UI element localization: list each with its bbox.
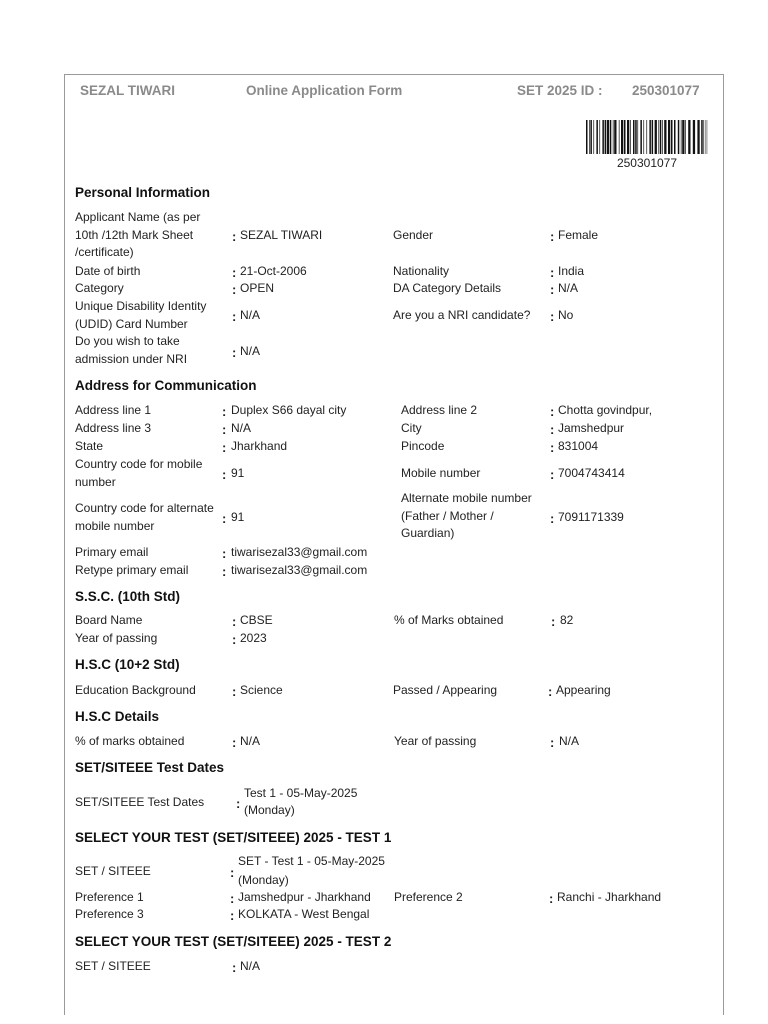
section-address-heading: Address for Communication [75, 378, 257, 393]
colon: : [232, 309, 237, 324]
nri-candidate-label: Are you a NRI candidate? [393, 308, 531, 322]
colon: : [550, 511, 555, 526]
nationality-value: India [558, 264, 585, 278]
mobile-number-label: Mobile number [401, 466, 481, 480]
colon: : [550, 282, 555, 297]
alt-country-code-value: 91 [231, 510, 245, 524]
colon: : [222, 546, 227, 561]
alt-country-code-label: Country code for alternate mobile number [75, 501, 214, 533]
colon: : [232, 229, 237, 244]
section-hsc-details-heading: H.S.C Details [75, 709, 160, 724]
applicant-name-value: SEZAL TIWARI [240, 228, 323, 242]
hsc-year-value: N/A [559, 734, 580, 748]
da-category-label: DA Category Details [393, 281, 502, 295]
applicant-name-label: Applicant Name (as per 10th /12th Mark Sheet /certificate) [75, 210, 201, 259]
section-test1-heading: SELECT YOUR TEST (SET/SITEEE) 2025 - TEST 1 [75, 830, 392, 845]
city-label: City [401, 421, 422, 435]
nri-candidate-value: No [558, 308, 574, 322]
education-background-value: Science [240, 683, 283, 697]
state-label: State [75, 439, 104, 453]
ssc-marks-label: % of Marks obtained [394, 613, 504, 627]
nationality-label: Nationality [393, 264, 450, 278]
header-form-title: Online Application Form [246, 83, 403, 98]
nri-admission-label: Do you wish to take admission under NRI [75, 334, 188, 366]
colon: : [550, 229, 555, 244]
test1-set-value-line2: (Monday) [238, 873, 289, 887]
section-hsc-heading: H.S.C (10+2 Std) [75, 657, 180, 672]
address-line1-label: Address line 1 [75, 403, 152, 417]
test2-set-label: SET / SITEEE [75, 959, 151, 973]
colon: : [222, 422, 227, 437]
education-background-label: Education Background [75, 683, 196, 697]
colon: : [222, 440, 227, 455]
category-value: OPEN [240, 281, 275, 295]
dob-label: Date of birth [75, 264, 141, 278]
board-name-value: CBSE [240, 613, 273, 627]
address-line2-label: Address line 2 [401, 403, 478, 417]
colon: : [236, 796, 241, 811]
barcode-image [586, 120, 708, 154]
address-line3-label: Address line 3 [75, 421, 152, 435]
colon: : [222, 467, 227, 482]
hsc-year-label: Year of passing [394, 734, 477, 748]
preference2-value: Ranchi - Jharkhand [557, 890, 662, 904]
colon: : [550, 309, 555, 324]
colon: : [551, 614, 556, 629]
test1-set-label: SET / SITEEE [75, 864, 151, 878]
section-personal-heading: Personal Information [75, 185, 211, 200]
header-id-label: SET 2025 ID : [517, 83, 603, 98]
alt-mobile-label: Alternate mobile number (Father / Mother / Guardian) [401, 491, 532, 540]
preference3-label: Preference 3 [75, 907, 144, 921]
address-line1-value: Duplex S66 dayal city [231, 403, 347, 417]
primary-email-label: Primary email [75, 545, 149, 559]
colon: : [232, 282, 237, 297]
colon: : [550, 265, 555, 280]
test-dates-value-line2: (Monday) [244, 803, 295, 817]
colon: : [550, 440, 555, 455]
hsc-marks-value: N/A [240, 734, 261, 748]
colon: : [549, 891, 554, 906]
section-test-dates-heading: SET/SITEEE Test Dates [75, 760, 225, 775]
colon: : [550, 735, 555, 750]
preference2-label: Preference 2 [394, 890, 463, 904]
pincode-value: 831004 [558, 439, 599, 453]
preference1-value: Jamshedpur - Jharkhand [238, 890, 371, 904]
section-ssc-heading: S.S.C. (10th Std) [75, 589, 181, 604]
test1-set-value-line1: SET - Test 1 - 05-May-2025 [238, 854, 385, 868]
udid-label: Unique Disability Identity (UDID) Card Number [75, 299, 207, 331]
country-code-label: Country code for mobile number [75, 457, 203, 489]
address-line3-value: N/A [231, 421, 252, 435]
nri-admission-value: N/A [240, 344, 261, 358]
colon: : [232, 614, 237, 629]
colon: : [232, 960, 237, 975]
passed-appearing-label: Passed / Appearing [393, 683, 498, 697]
gender-value: Female [558, 228, 599, 242]
retype-email-label: Retype primary email [75, 563, 189, 577]
alt-mobile-value: 7091171339 [558, 510, 624, 524]
ssc-year-label: Year of passing [75, 631, 158, 645]
udid-value: N/A [240, 308, 261, 322]
gender-label: Gender [393, 228, 434, 242]
colon: : [550, 467, 555, 482]
passed-appearing-value: Appearing [556, 683, 611, 697]
header-applicant-name: SEZAL TIWARI [80, 83, 176, 98]
colon: : [232, 684, 237, 699]
header-id-value: 250301077 [632, 83, 700, 98]
colon: : [230, 865, 235, 880]
section-test2-heading: SELECT YOUR TEST (SET/SITEEE) 2025 - TEST 2 [75, 934, 392, 949]
board-name-label: Board Name [75, 613, 143, 627]
test-dates-value-line1: Test 1 - 05-May-2025 [244, 786, 358, 800]
colon: : [222, 404, 227, 419]
mobile-number-value: 7004743414 [558, 466, 625, 480]
test-dates-label: SET/SITEEE Test Dates [75, 795, 205, 809]
dob-value: 21-Oct-2006 [240, 264, 307, 278]
test2-set-value: N/A [240, 959, 261, 973]
address-line2-value: Chotta govindpur, [558, 403, 653, 417]
barcode-number: 250301077 [616, 156, 678, 170]
colon: : [230, 891, 235, 906]
da-category-value: N/A [558, 281, 579, 295]
colon: : [232, 265, 237, 280]
colon: : [548, 684, 553, 699]
colon: : [232, 735, 237, 750]
country-code-value: 91 [231, 466, 245, 480]
colon: : [232, 632, 237, 647]
city-value: Jamshedpur [558, 421, 625, 435]
colon: : [550, 422, 555, 437]
pincode-label: Pincode [401, 439, 445, 453]
category-label: Category [75, 281, 124, 295]
primary-email-value: tiwarisezal33@gmail.com [231, 545, 368, 559]
colon: : [222, 511, 227, 526]
retype-email-value: tiwarisezal33@gmail.com [231, 563, 368, 577]
colon: : [222, 564, 227, 579]
preference1-label: Preference 1 [75, 890, 144, 904]
hsc-marks-label: % of marks obtained [75, 734, 185, 748]
colon: : [230, 908, 235, 923]
state-value: Jharkhand [231, 439, 288, 453]
colon: : [550, 404, 555, 419]
ssc-year-value: 2023 [240, 631, 267, 645]
colon: : [232, 345, 237, 360]
ssc-marks-value: 82 [560, 613, 574, 627]
preference3-value: KOLKATA - West Bengal [238, 907, 370, 921]
